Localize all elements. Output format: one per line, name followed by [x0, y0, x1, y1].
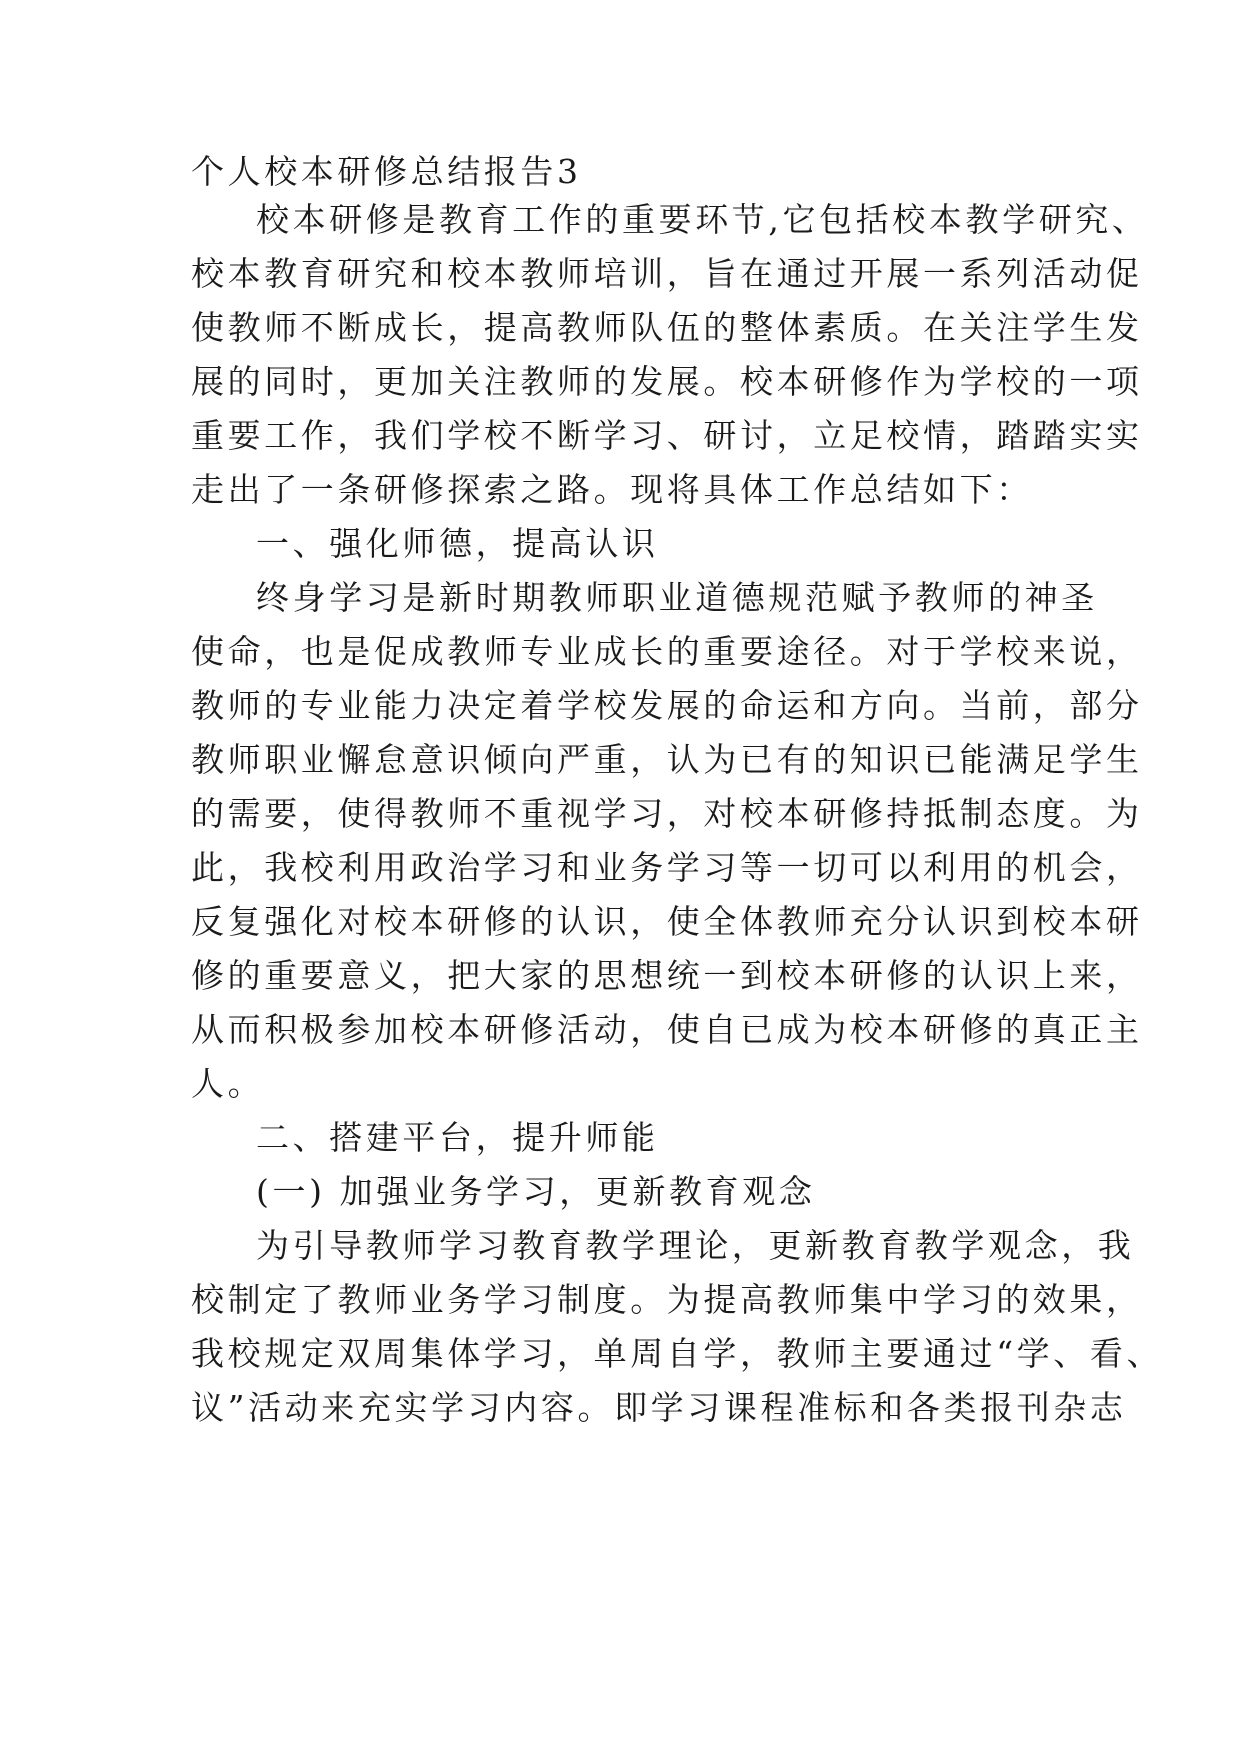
paragraph-line: 反复强化对校本研修的认识，使全体教师充分认识到校本研	[191, 902, 1143, 941]
paragraph-line: 教师的专业能力决定着学校发展的命运和方向。当前，部分	[191, 686, 1143, 725]
paragraph-line: 展的同时，更加关注教师的发展。校本研修作为学校的一项	[191, 362, 1143, 401]
paragraph-line: 人。	[191, 1064, 265, 1103]
paragraph-line: 校制定了教师业务学习制度。为提高教师集中学习的效果，	[191, 1280, 1143, 1319]
section-heading: 二、搭建平台，提升师能	[256, 1118, 659, 1157]
paragraph-line: 重要工作，我们学校不断学习、研讨，立足校情，踏踏实实	[191, 416, 1143, 455]
paragraph-line: 使命，也是促成教师专业成长的重要途径。对于学校来说，	[191, 632, 1143, 671]
paragraph-line: 为引导教师学习教育教学理论，更新教育教学观念，我	[256, 1226, 1135, 1265]
paragraph-line: 走出了一条研修探索之路。现将具体工作总结如下：	[191, 470, 1033, 509]
paragraph-line: 我校规定双周集体学习，单周自学，教师主要通过“学、看、	[191, 1334, 1164, 1373]
paragraph-line: 从而积极参加校本研修活动，使自已成为校本研修的真正主	[191, 1010, 1143, 1049]
paragraph-line: 使教师不断成长，提高教师队伍的整体素质。在关注学生发	[191, 308, 1143, 347]
paragraph-line: 的需要，使得教师不重视学习，对校本研修持抵制态度。为	[191, 794, 1143, 833]
paragraph-line: 此，我校利用政治学习和业务学习等一切可以利用的机会，	[191, 848, 1143, 887]
paragraph-line: 终身学习是新时期教师职业道德规范赋予教师的神圣	[256, 578, 1098, 617]
paragraph-line: 校本研修是教育工作的重要环节,它包括校本教学研究、	[256, 200, 1149, 239]
subsection-heading: (一) 加强业务学习，更新教育观念	[256, 1172, 816, 1211]
paragraph-line: 议”活动来充实学习内容。即学习课程准标和各类报刊杂志	[191, 1388, 1127, 1427]
paragraph-line: 校本教育研究和校本教师培训，旨在通过开展一系列活动促	[191, 254, 1143, 293]
paragraph-line: 教师职业懈怠意识倾向严重，认为已有的知识已能满足学生	[191, 740, 1143, 779]
paragraph-line: 修的重要意义，把大家的思想统一到校本研修的认识上来，	[191, 956, 1143, 995]
section-heading: 一、强化师德，提高认识	[256, 524, 659, 563]
document-title: 个人校本研修总结报告3	[191, 152, 582, 191]
